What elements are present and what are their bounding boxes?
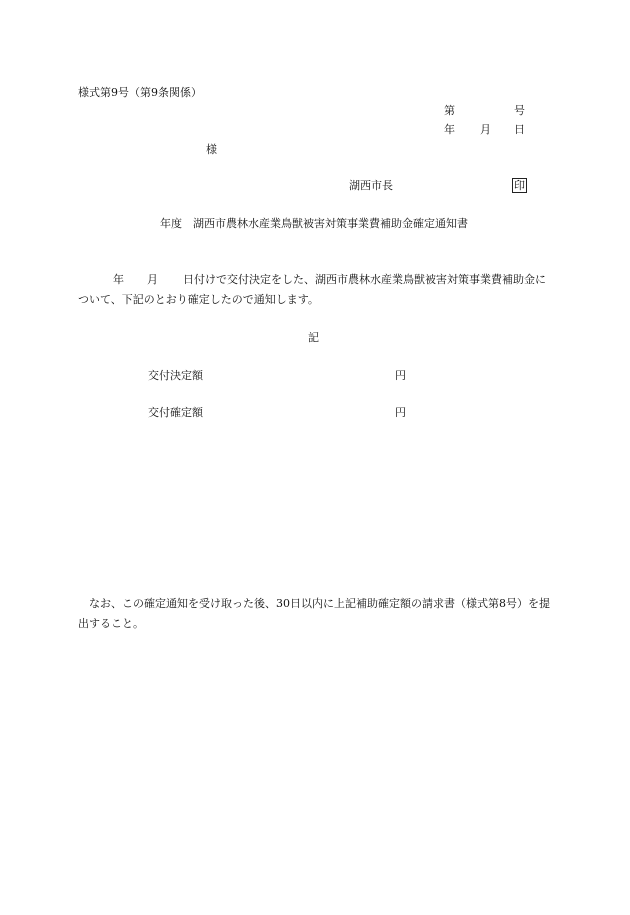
title-year-label: 年度 [160, 217, 182, 230]
form-label: 様式第9号（第9条関係） [78, 86, 202, 99]
decided-amount-unit: 円 [395, 369, 406, 382]
seal-label: 印 [514, 179, 525, 192]
title-text: 湖西市農林水産業鳥獣被害対策事業費補助金確定通知書 [193, 217, 468, 230]
body-date-year: 年 [113, 273, 124, 286]
confirmed-amount-unit: 円 [395, 406, 406, 419]
body-paragraph: 日付けで交付決定をした、湖西市農林水産業鳥獣被害対策事業費補助金について、下記のとおり確定したので通知します。 [78, 273, 546, 306]
date-year: 年 [444, 123, 455, 136]
document-title [160, 217, 468, 231]
ref-number-prefix: 第 [444, 104, 455, 117]
addressee-suffix: 様 [206, 143, 217, 156]
confirmed-amount-label: 交付確定額 [148, 406, 203, 419]
note-paragraph: なお、この確定通知を受け取った後、30日以内に上記補助確定額の請求書（様式第8号）を提出すること。 [78, 597, 550, 630]
body-date-month: 月 [147, 273, 158, 286]
issuer-name: 湖西市長 [349, 179, 393, 192]
date-month: 月 [480, 123, 491, 136]
seal-mark [512, 178, 527, 193]
ki-heading: 記 [308, 331, 319, 344]
date-day: 日 [514, 123, 525, 136]
ref-number-suffix: 号 [514, 104, 525, 117]
decided-amount-label: 交付決定額 [148, 369, 203, 382]
